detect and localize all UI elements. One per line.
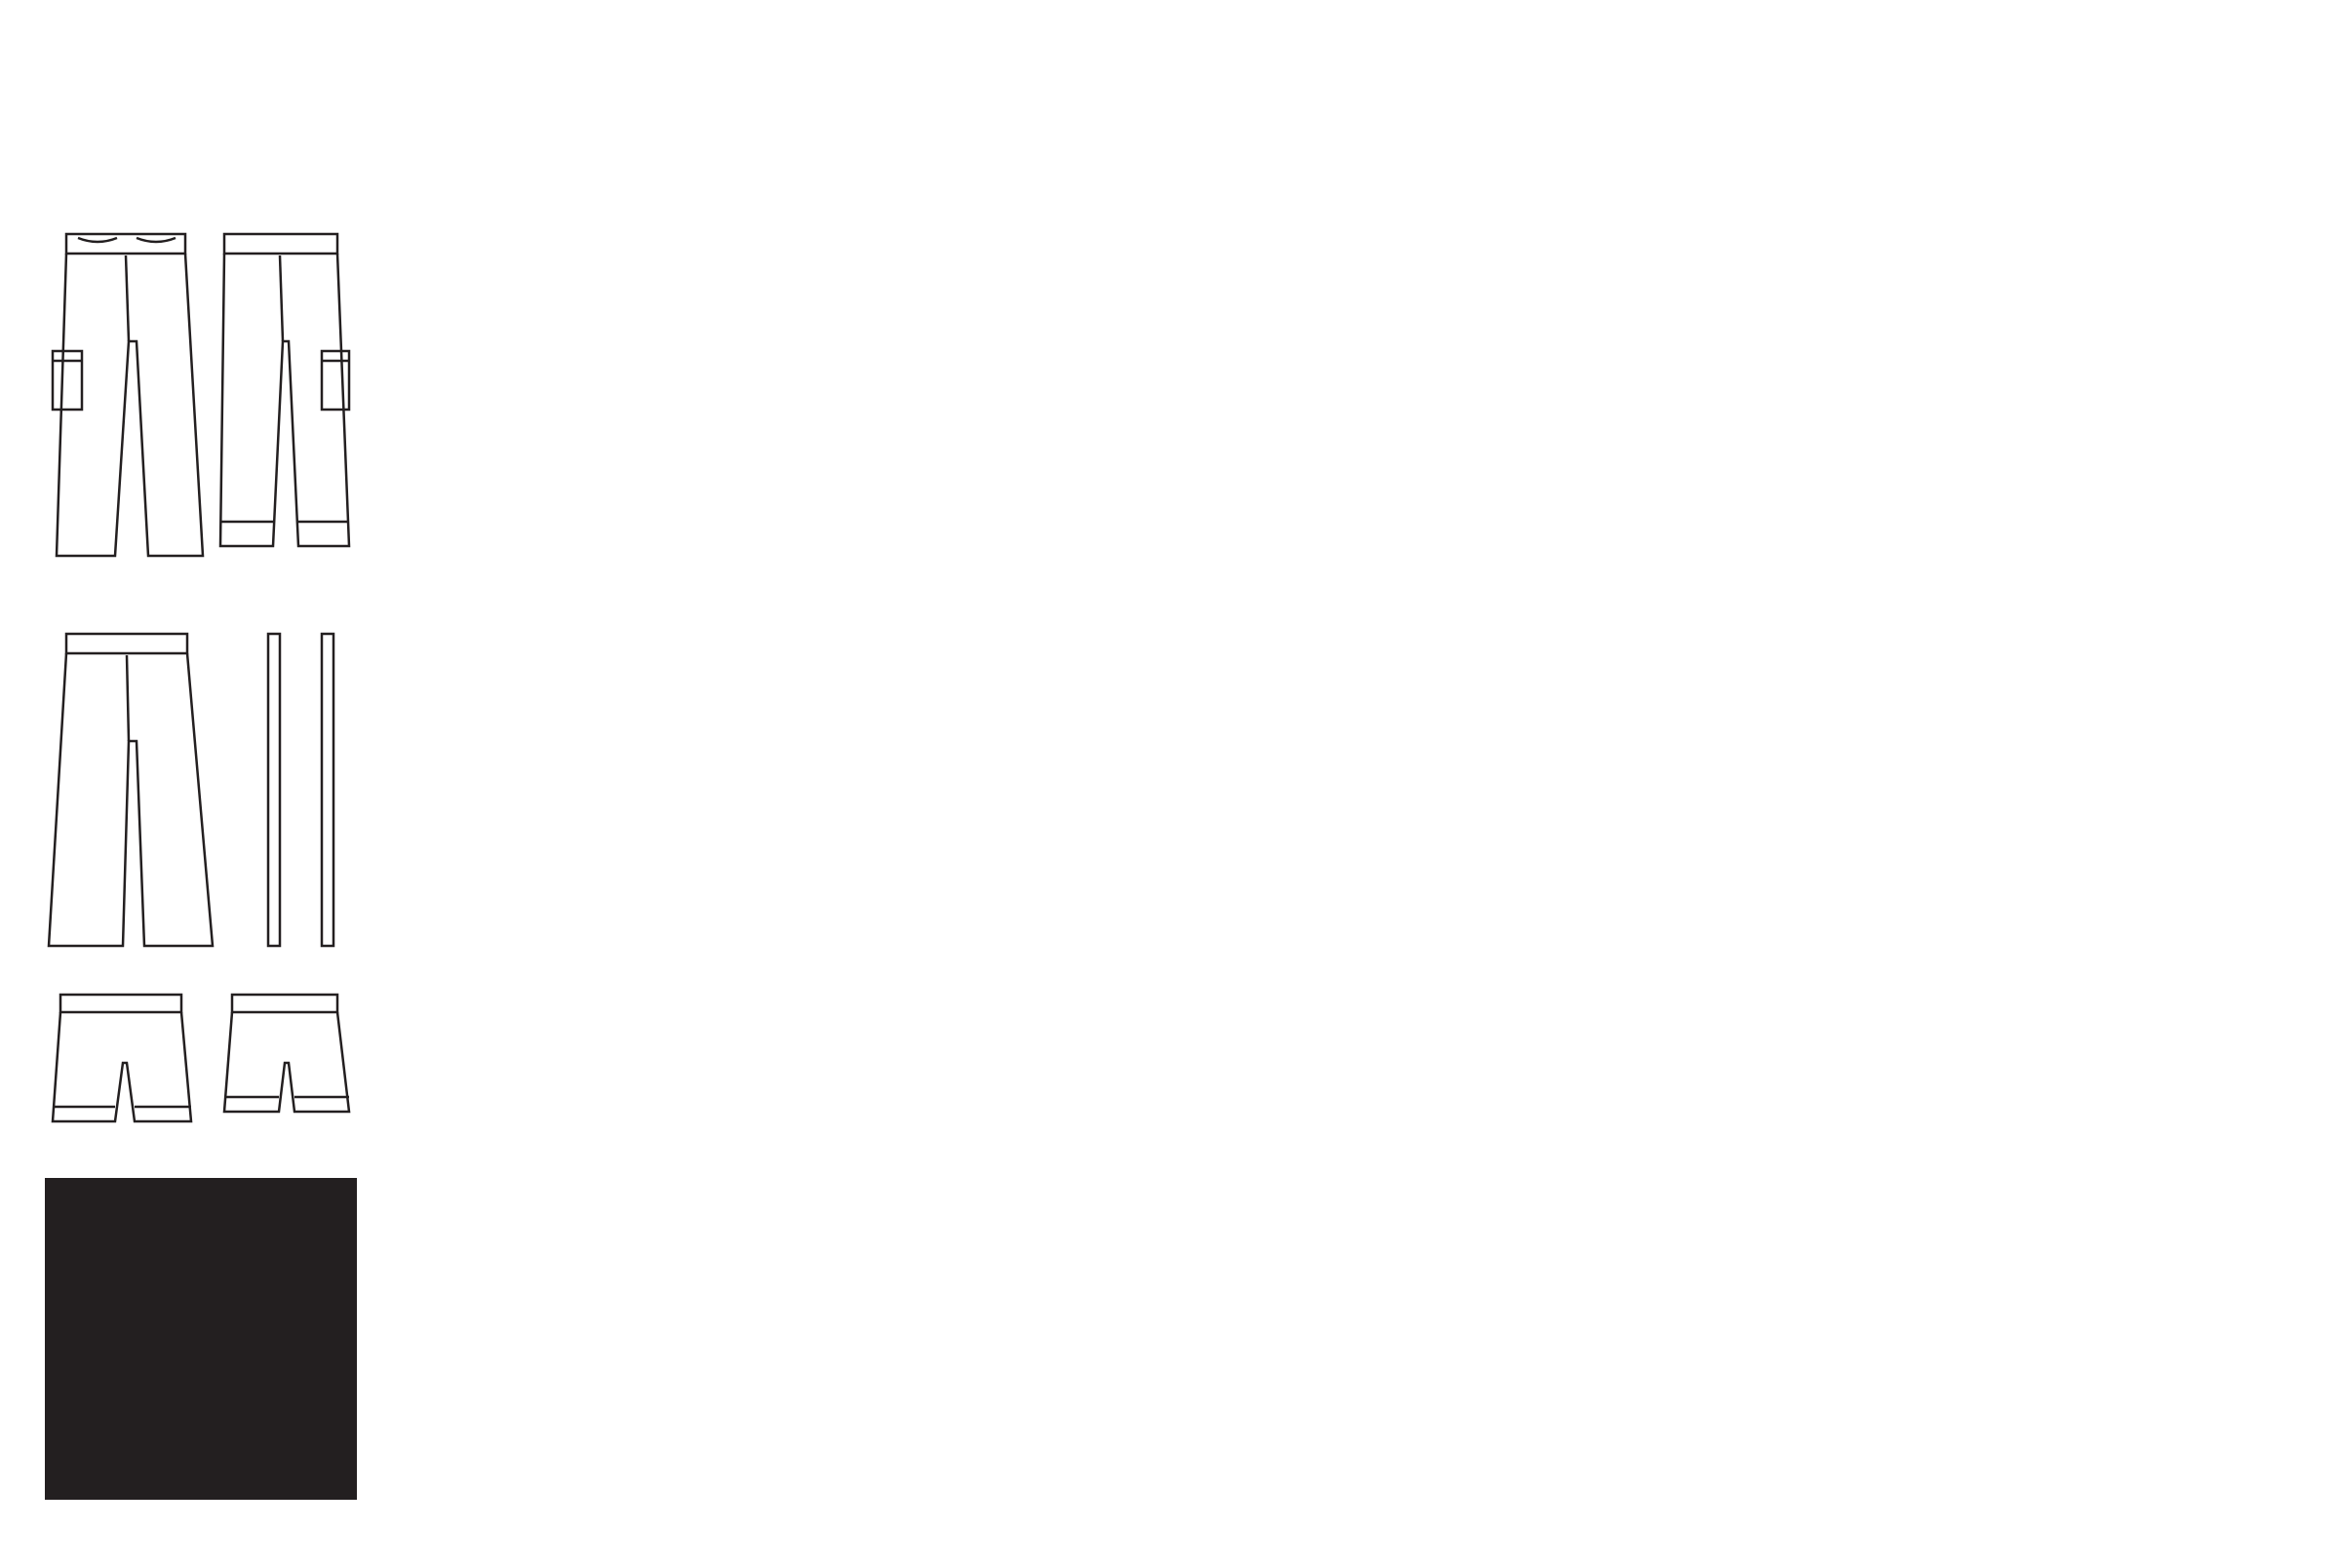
tie-belt-illustration <box>268 634 333 946</box>
view-e-illustration <box>224 995 349 1112</box>
garment-illustrations <box>39 224 361 1131</box>
view-a-illustration <box>53 234 203 556</box>
size-label <box>189 1480 233 1488</box>
pattern-banner <box>45 1178 357 1500</box>
view-d-illustration <box>53 995 191 1121</box>
view-c-illustration <box>49 634 213 946</box>
view-b-illustration <box>220 234 349 546</box>
